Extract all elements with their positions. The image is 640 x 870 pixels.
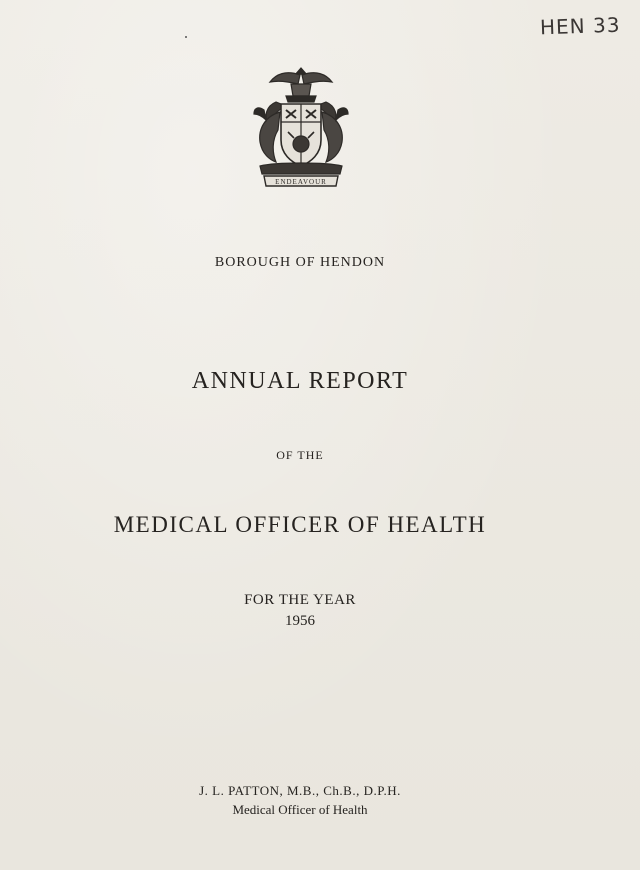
for-the-year-label: FOR THE YEAR: [244, 592, 356, 608]
handwritten-reference: HEN 33: [539, 12, 621, 40]
speck: [185, 36, 187, 38]
author-name: J. L. PATTON, M.B., Ch.B., D.P.H.: [199, 783, 401, 798]
borough-coat-of-arms-icon: [236, 62, 366, 192]
report-title: ANNUAL REPORT: [191, 368, 409, 394]
author-role: Medical Officer of Health: [232, 802, 368, 817]
crest-motto: ENDEAVOUR: [275, 178, 327, 186]
of-the-connector: OF THE: [276, 448, 324, 462]
officer-title: MEDICAL OFFICER OF HEALTH: [113, 512, 487, 537]
report-year: 1956: [285, 613, 315, 629]
borough-name: BOROUGH OF HENDON: [214, 255, 386, 270]
